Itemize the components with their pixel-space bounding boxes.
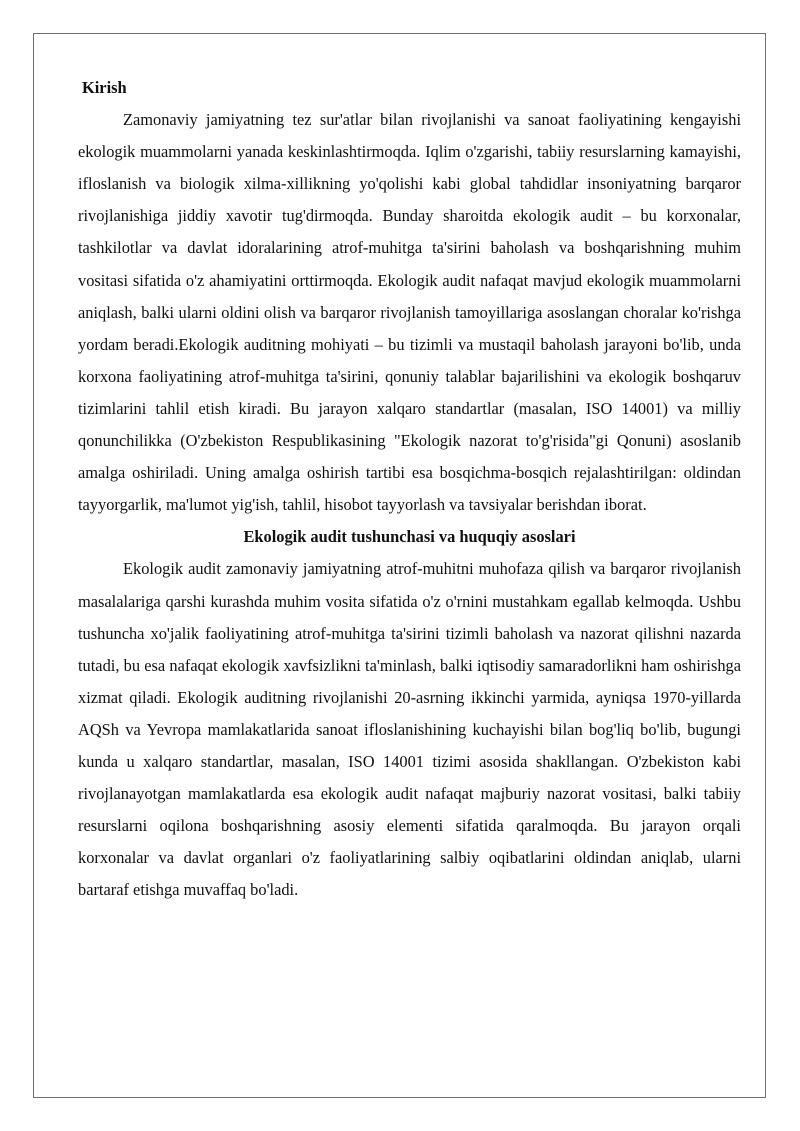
intro-paragraph: Zamonaviy jamiyatning tez sur'atlar bilan rivojlanishi va sanoat faoliyatining kengayishi ekologik muammolarni yanada keskinlashtirmoqda. Iqlim o'zgarishi, tabiiy resurslarning kamayishi, ifloslanish va biologik xilma-xillikning yo'qolishi kabi global tahdidlar insoniyatning barqaror rivojlanishiga jiddiy xavotir tug'dirmoqda. Bunday sharoitda ekologik audit – bu korxonalar, tashkilotlar va davlat idoralarining atrof-muhitga ta'sirini baholash va boshqarishning muhim vositasi sifatida o'z ahamiyatini orttirmoqda. Ekologik audit nafaqat mavjud ekologik muammolarni aniqlash, balki ularni oldini olish va barqaror rivojlanish tamoyillariga asoslangan choralar ko'rishga yordam beradi.Ekologik auditning mohiyati – bu tizimli va mustaqil baholash jarayoni bo'lib, unda korxona faoliyatining atrof-muhitga ta'sirini, qonuniy talablar bajarilishini va ekologik boshqaruv tizimlarini tahlil etish kiradi. Bu jarayon xalqaro standartlar (masalan, ISO 14001) va milliy qonunchilikka (O'zbekiston Respublikasining "Ekologik nazorat to'g'risida"gi Qonuni) asoslanib amalga oshiriladi. Uning amalga oshirish tartibi esa bosqichma-bosqich rejalashtirilgan: oldindan tayyorgarlik, ma'lumot yig'ish, tahlil, hisobot tayyorlash va tavsiyalar berishdan iborat. <box>78 110 741 515</box>
section-heading-kirish: Kirish <box>82 78 127 97</box>
document-body <box>78 72 741 906</box>
ekologik-audit-paragraph: Ekologik audit zamonaviy jamiyatning atrof-muhitni muhofaza qilish va barqaror rivojlanish masalalariga qarshi kurashda muhim vosita sifatida o'z o'rnini mustahkam egallab kelmoqda. Ushbu tushuncha xo'jalik faoliyatining atrof-muhitga ta'sirini tizimli baholash va nazorat qilishni nazarda tutadi, bu esa nafaqat ekologik xavfsizlikni ta'minlash, balki iqtisodiy samaradorlikni ham oshirishga xizmat qiladi. Ekologik auditning rivojlanishi 20-asrning ikkinchi yarmida, ayniqsa 1970-yillarda AQSh va Yevropa mamlakatlarida sanoat ifloslanishining kuchayishi bilan bog'liq bo'lib, bugungi kunda u xalqaro standartlar, masalan, ISO 14001 tizimi asosida shakllangan. O'zbekiston kabi rivojlanayotgan mamlakatlarda esa ekologik audit nafaqat majburiy nazorat vositasi, balki tabiiy resurslarni oqilona boshqarishning asosiy elementi sifatida qaralmoqda. Bu jarayon orqali korxonalar va davlat organlari o'z faoliyatlarining salbiy oqibatlarini oldindan aniqlab, ularni bartaraf etishga muvaffaq bo'ladi. <box>78 559 741 900</box>
section-heading-ekologik-audit: Ekologik audit tushunchasi va huquqiy asoslari <box>243 527 576 547</box>
